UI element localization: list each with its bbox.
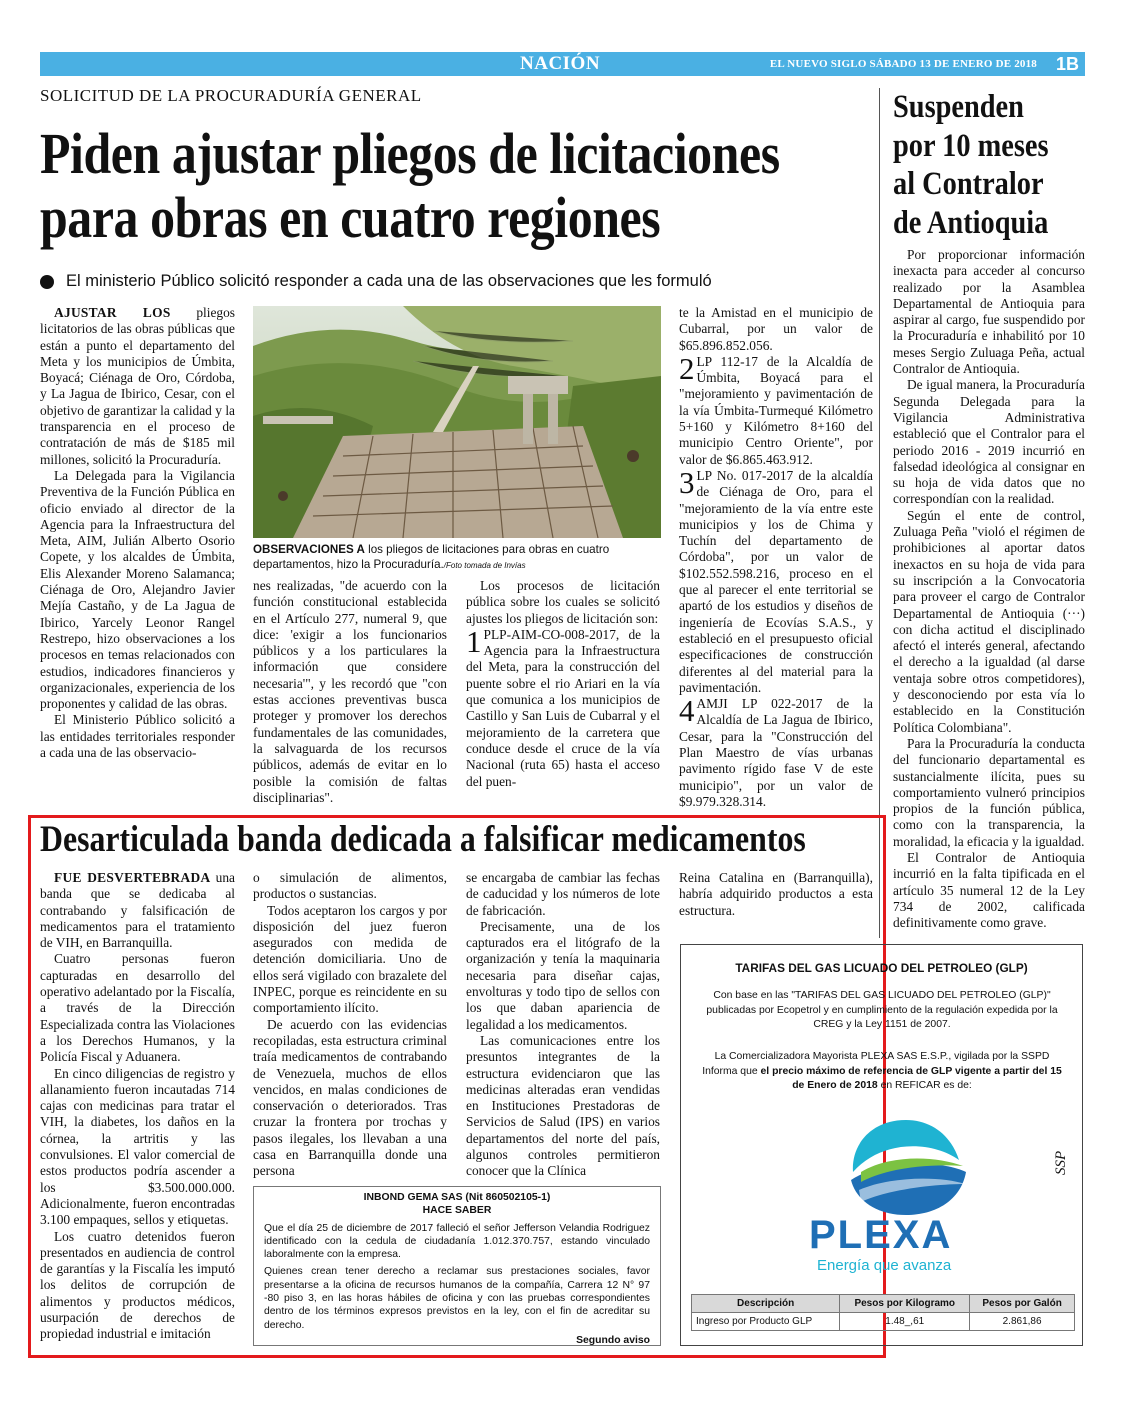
ad-text-bold: el precio máximo de referencia de GLP vigente a partir del 15 de Enero de 2018 [760, 1065, 1062, 1091]
table-header: Pesos por Galón [970, 1295, 1075, 1313]
ad-text [701, 1050, 1063, 1094]
section-header-bar [40, 52, 1085, 76]
notice-paragraph: Que el día 25 de diciembre de 2017 falleció el señor Jefferson Velandia Rodriguez identificado con la cedula de ciudadanía 1.012.370.757, estando vinculado laboralmente con la empresa. [264, 1222, 650, 1261]
list-number: 1 [466, 623, 482, 659]
ad-text-part: La Comercializadora Mayorista PLEXA SAS E.S.P., vigilada por la SSPD Informa que [702, 1051, 1050, 1077]
paragraph: se encargaba de cambiar las fechas de caducidad y los números de lote de fabricación. [466, 870, 660, 918]
paragraph: Reina Catalina en (Barranquilla), habría adquirido productos a esta estructura. [679, 870, 873, 918]
second-column-4 [679, 870, 873, 919]
subhead [40, 272, 712, 291]
section-name: NACIÓN [520, 53, 601, 74]
gas-tariff-ad [680, 944, 1083, 1346]
side-headline-line: de Antioquia [893, 204, 1049, 241]
second-headline: Desarticulada banda dedicada a falsificar medicamentos [40, 819, 806, 860]
ssp-seal: SSP [1053, 1150, 1069, 1175]
paragraph: Precisamente, una de los capturados era el litógrafo de la organización y tenía la maquinaria necesaria para diseñar cajas, envolturas y todo tipo de sellos con los que daban apariencia de legalidad a los medicamentos. [466, 918, 660, 1032]
ad-text-part: en REFICAR es de: [880, 1080, 972, 1091]
notice-paragraph: Quienes crean tener derecho a reclamar sus prestaciones sociales, favor presentarse a la oficina de recursos humanos de la compañía, Carrera 12 N° 97 -80 piso 3, en las horas hábiles de oficina y con las pruebas correspondientes dentro de los términos expresos previstos en la ley, con el fin de acreditar su derecho. [264, 1266, 650, 1331]
page-number: 1B [1055, 54, 1079, 74]
paragraph: o simulación de alimentos, productos o sustancias. [253, 870, 447, 902]
table-row [692, 1313, 1075, 1331]
ad-text: Con base en las "TARIFAS DEL GAS LICUADO DEL PETROLEO (GLP)" publicadas por Ecopetrol y en cumplimiento de la regulación expedida por la CREG y la Ley 1151 de 2007. [706, 990, 1058, 1030]
list-number: 2 [679, 350, 695, 386]
caption-text: los pliegos de licitaciones para obras en cuatro departamentos, hizo la Procuraduría. [253, 543, 610, 571]
paragraph: Para la Procuraduría la conducta del funcionario departamental es sustancialmente ilícita, pues su comportamiento vulneró principios propios de la función pública, como con la transparencia, la moralidad, la eficacia y la igualdad. [893, 735, 1085, 849]
construction-photo [253, 306, 661, 538]
second-column-3 [466, 870, 660, 1180]
main-column-3 [466, 578, 660, 790]
table-header: Descripción [692, 1295, 840, 1313]
table-cell: 2.861,86 [970, 1313, 1075, 1331]
kicker: SOLICITUD DE LA PROCURADURÍA GENERAL [40, 86, 422, 105]
ad-title: TARIFAS DEL GAS LICUADO DEL PETROLEO (GLP) [735, 961, 1028, 975]
side-column [893, 247, 1085, 931]
list-number: 4 [679, 693, 695, 729]
column-divider [879, 88, 880, 938]
notice-subtitle: HACE SABER [422, 1205, 492, 1217]
paragraph: De igual manera, la Procuraduría Segunda Delegada para la Vigilancia Administrativa estableció que el Contralor para el periodo 2016 - 2019 incurrió en falsedad ideológica al consignar en su hoja de vida datos que no correspondían con la realidad. [893, 377, 1085, 507]
side-headline-line: Suspenden [893, 89, 1024, 125]
paragraph: Según el ente de control, Zuluaga Peña "violó el régimen de prohibiciones al aportar datos inexactos en su hoja de vida para su inscripción a la Convocatoria para proveer el cargo de Contralor Departamental de Antioquia (···) con dicha actitud el disciplinado afectó el interés general, afectando el derecho a la igualdad (al darse ventaja sobre otros competidores), y desconociendo por esta vía lo establecido en la Constitución Política Colombiana". [893, 507, 1085, 735]
side-headline-line: por 10 meses [893, 127, 1049, 164]
paragraph: te la Amistad en el municipio de Cubarral, por un valor de $65.896.852.056. [679, 305, 873, 353]
paragraph: Cuatro personas fueron capturadas en desarrollo del operativo adelantado por la Fiscalía, a través de la Dirección Especializada contra las Violaciones a los Derechos Humanos, y la Policía Fiscal y Aduanera. [40, 951, 235, 1065]
paragraph: Las comunicaciones entre los presuntos integrantes de la estructura evidenciaron que las medicinas alteradas eran vendidas en Instituciones Prestadoras de Servicios de Salud (IPS) en varios departamentos del norte del país, algunos controles permitieron conocer que la Clínica [466, 1032, 660, 1179]
legal-notice [253, 1186, 661, 1346]
header-date: EL NUEVO SIGLO SÁBADO 13 DE ENERO DE 2018 [769, 58, 1037, 70]
main-headline [40, 121, 780, 250]
ad-tagline: Energía que avanza [817, 1257, 952, 1274]
paragraph: Los procesos de licitación pública sobre los cuales se solicitó ajustes los pliegos de licitación son: [466, 578, 660, 626]
paragraph: El Ministerio Público solicitó a las entidades territoriales responder a cada una de las observacio- [40, 712, 235, 761]
list-item: LP No. 017-2017 de la alcaldía de Ciénaga de Oro, para el "mejoramiento de la vía entre este municipios y los de Chima y Tuchín del departamento de Córdoba", por un valor de $102.552.598.216, proceso en el que al parecer el ente territorial se apartó de los estudios y diseños de ingeniería de Ecovías S.A.S., y estableció en el presupuesto oficial especificaciones de construcción diferentes al del material para la pavimentación. [679, 467, 873, 695]
main-column-4 [679, 305, 873, 810]
main-headline-line1: Piden ajustar pliegos de licitaciones [40, 121, 780, 186]
list-item: LP 112-17 de la Alcaldía de Úmbita, Boyacá para el "mejoramiento y pavimentación de la vía Úmbita-Turmequé Kilómetro 5+160 y Kilómetro 8+160 del municipio Centro Oriente", por valor de $6.865.463.912. [679, 353, 873, 467]
ad-brand: PLEXA [809, 1213, 953, 1257]
plexa-logo-icon [831, 1110, 981, 1220]
side-headline-line: al Contralor [893, 166, 1044, 202]
notice-footer: Segundo aviso [576, 1334, 650, 1346]
photo-caption [253, 542, 663, 573]
tariff-table [691, 1294, 1075, 1331]
list-item: AMJI LP 022-2017 de la Alcaldía de La Jagua de Ibirico, Cesar, para la "Construcción del Plan Maestro de vías urbanas pavimento rígido fase V de este municipio", por un valor de $9.979.328.314. [679, 696, 873, 809]
paragraph: nes realizadas, "de acuerdo con la función constitucional establecida en el Artículo 277, numeral 9, que dice: 'exigir a los funcionarios públicos y a los particulares la información que considere necesaria'", y les recordó que "con estas acciones preventivas busca proteger y promover los derechos fundamentales de las comunidades, la salvaguarda de los recursos públicos, además de evitar en lo posible la comisión de faltas disciplinarias". [253, 578, 447, 805]
paragraph: En cinco diligencias de registro y allanamiento fueron incautadas 714 cajas con medicinas para tratar el VIH, la diabetes, los daños en la córnea, la artritis y las convulsiones. El valor comercial de estos productos podría ascender a los $3.500.000.000. Adicionalmente, fueron encontradas 3.100 empaques, sellos y etiquetas. [40, 1065, 235, 1228]
caption-lead: OBSERVACIONES A [253, 543, 365, 556]
side-headline [893, 88, 1048, 242]
notice-title: INBOND GEMA SAS (Nit 860502105-1) [363, 1192, 551, 1203]
bullet-dot-icon [40, 275, 54, 289]
table-cell: Ingreso por Producto GLP [692, 1313, 840, 1331]
paragraph: Por proporcionar información inexacta para acceder al concurso realizado por la Asamblea Departamental de Antioquia para aspirar al cargo, fue suspendido por la Procuraduría e inhabilitó por 10 meses Sergio Zuluaga Peña, actual Contralor de Antioquia. [893, 247, 1085, 377]
main-headline-line2: para obras en cuatro regiones [40, 185, 661, 250]
list-number: 3 [679, 464, 695, 500]
bridge-construction-image [253, 306, 661, 538]
second-column-1 [40, 870, 235, 1343]
paragraph: una banda que se dedicaba al contrabando y falsificación de medicamentos para el tratamiento de VIH, en Barranquilla. [40, 870, 235, 951]
paragraph: Los cuatro detenidos fueron presentados en audiencia de control de garantías y la Fiscalía les imputó los delitos de corrupción de alimentos y productos médicos, usurpación de derechos de propiedad industrial e imitación [40, 1228, 235, 1342]
paragraph: Todos aceptaron los cargos y por disposición del juez fueron asegurados con medida de detención domiciliaria. Uno de ellos será vigilado con brazalete del INPEC, porque es reincidente en su comportamiento ilícito. [253, 902, 447, 1016]
second-column-2 [253, 870, 447, 1180]
table-cell: 1.48_,61 [840, 1313, 970, 1331]
paragraph: pliegos licitatorios de las obras públicas que están a punto el departamento del Meta y los municipios de Úmbita, Boyacá; Ciénaga de Oro, Córdoba, y La Jagua de Ibirico, Cesar, con el objetivo de garantizar la calidad y la transparencia en el proceso de contratación de más de $185 mil millones, solicitó la Procuraduría. [40, 305, 235, 467]
main-column-1 [40, 305, 235, 761]
lead-in: AJUSTAR LOS [54, 305, 171, 320]
list-item: PLP-AIM-CO-008-2017, de la Agencia para la Infraestructura del Meta, para la construcción del puente sobre el rio Ariari en la vía que comunica a los municipios de Castillo y San Luis de Cubarral y el mejoramiento de la carretera que conduce desde el cruce de la vía Nacional (ruta 65) hasta el acceso del puen- [466, 626, 660, 789]
lead-in: FUE DESVERTEBRADA [54, 870, 211, 885]
table-header: Pesos por Kilogramo [840, 1295, 970, 1313]
photo-credit: /Foto tomada de Invías [443, 561, 526, 570]
main-column-2 [253, 578, 447, 806]
subhead-text: El ministerio Público solicitó responder a cada una de las observaciones que les formuló [66, 272, 712, 290]
paragraph: La Delegada para la Vigilancia Preventiva de la Función Pública en oficio enviado al director de la Agencia para la Infraestructura del Meta, AIM, Julián Alberto Osorio Copete, y los alcaldes de Úmbita, Elis Alexander Moreno Salamanca; Ciénaga de Oro, Alejandro Javier Mejía Castaño, y de La Jagua de Ibirico, Yarcely Leonor Rangel Restrepo, hizo observaciones a los procesos en temas relacionados con estudios, indicadores financieros y organizacionales, experiencia de los proponentes y calidad de las obras. [40, 467, 235, 712]
paragraph: El Contralor de Antioquia incurrió en la falta tipificada en el artículo 35 numeral 12 de la Ley 734 de 2002, calificada definitivamente como grave. [893, 849, 1085, 931]
paragraph: De acuerdo con las evidencias recopiladas, esta estructura criminal traía medicamentos de contrabando de Venezuela, muchos de ellos vencidos, en malas condiciones de conservación o deteriorados. Tras cruzar la frontera por trochas y pasos ilegales, los llevaban a una casa en Barranquilla donde una persona [253, 1016, 447, 1179]
